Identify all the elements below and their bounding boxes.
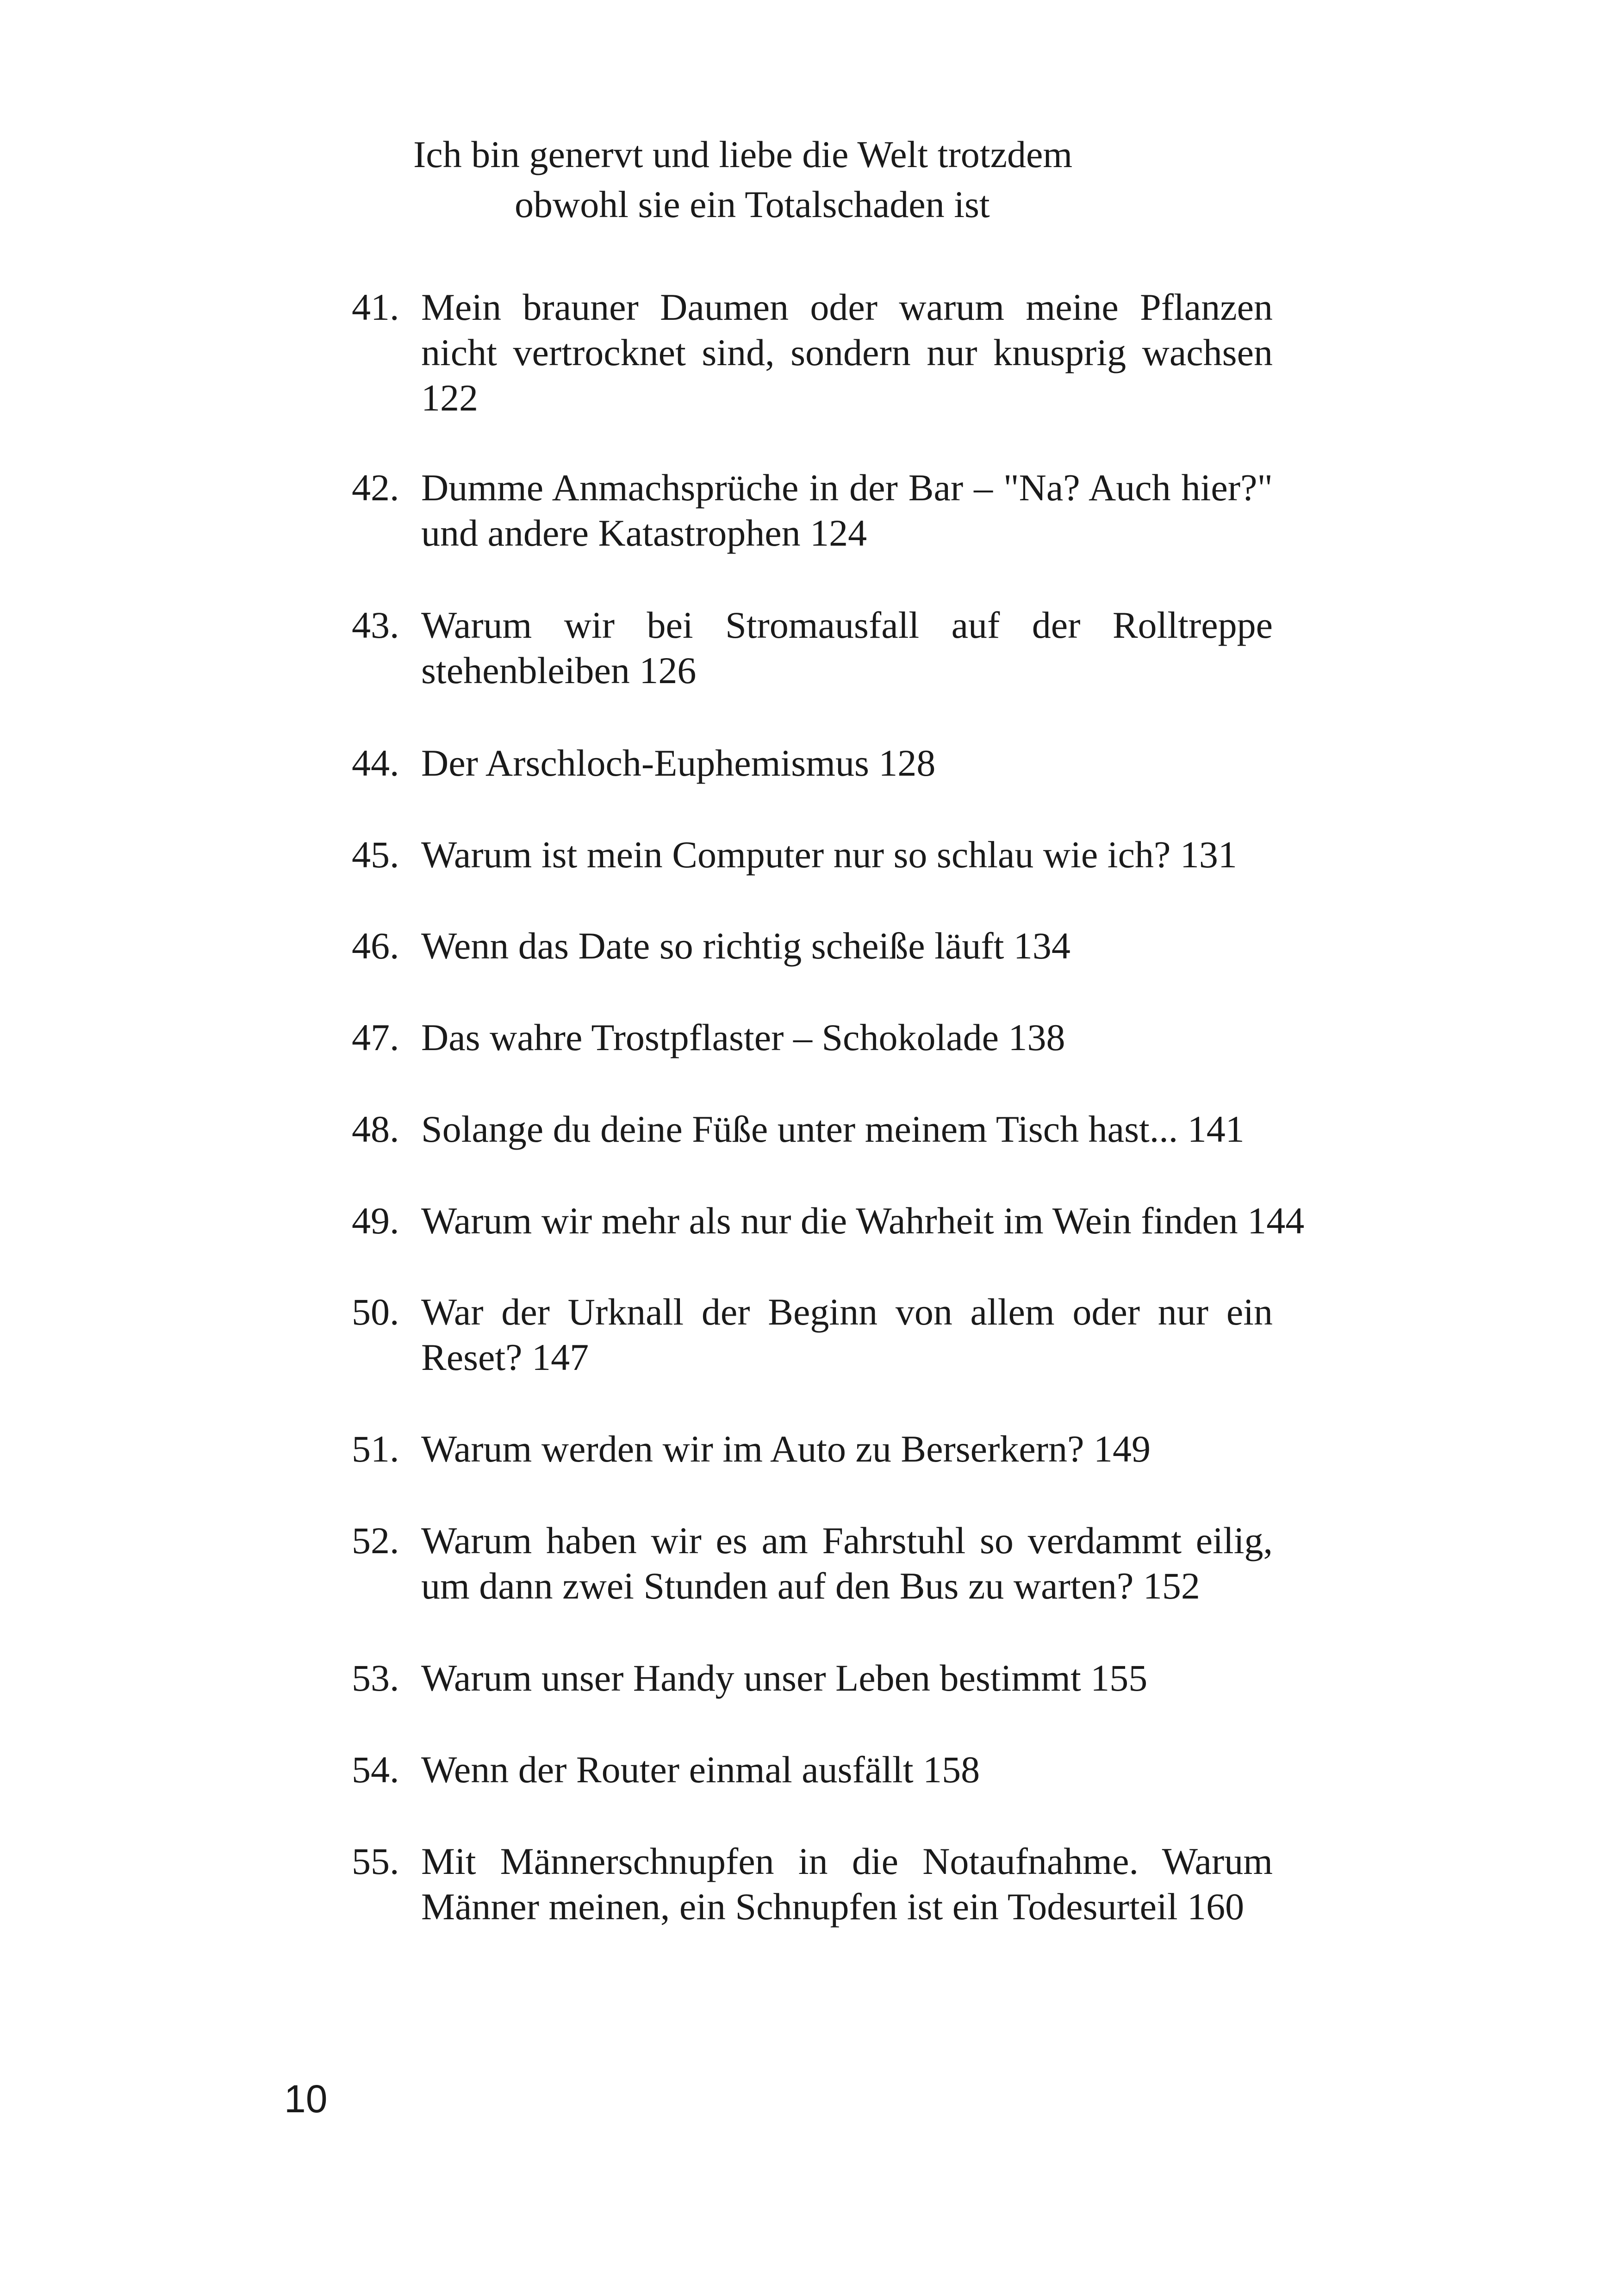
toc-entry-number: 43. — [352, 604, 399, 646]
toc-entry-number: 49. — [352, 1200, 399, 1242]
toc-entry-text: Mein brauner Daumen oder warum meine Pflanzen nicht vertrocknet sind, sondern nur knusprig wachsen 122 — [421, 286, 1273, 419]
section-title-line-2: obwohl sie ein Totalschaden ist — [515, 183, 990, 225]
toc-entry-text: Warum haben wir es am Fahrstuhl so verdammt eilig, um dann zwei Stunden auf den Bus zu warten? 152 — [421, 1519, 1273, 1607]
toc-entry-text: Solange du deine Füße unter meinem Tisch hast... 141 — [421, 1108, 1245, 1150]
toc-entry-text: Wenn der Router einmal ausfällt 158 — [421, 1748, 980, 1791]
toc-entry-number: 54. — [352, 1748, 399, 1791]
section-title-line-1: Ich bin genervt und liebe die Welt trotzdem — [413, 133, 1073, 175]
toc-entry-number: 47. — [352, 1016, 399, 1058]
toc-entry-number: 45. — [352, 834, 399, 876]
toc-entry-number: 44. — [352, 742, 399, 784]
toc-entry-text: Warum werden wir im Auto zu Berserkern? 149 — [421, 1428, 1151, 1470]
toc-entry-text: Warum wir mehr als nur die Wahrheit im Wein finden 144 — [421, 1200, 1305, 1242]
toc-entry-text: Wenn das Date so richtig scheiße läuft 134 — [421, 925, 1070, 967]
toc-entry-text: Das wahre Trostpflaster – Schokolade 138 — [421, 1016, 1065, 1058]
toc-entry-text: Warum unser Handy unser Leben bestimmt 155 — [421, 1657, 1148, 1699]
toc-entry-text: Warum ist mein Computer nur so schlau wie ich? 131 — [421, 834, 1237, 876]
toc-entry-number: 50. — [352, 1291, 399, 1333]
toc-entry-number: 51. — [352, 1428, 399, 1470]
toc-entry-text: Mit Männerschnupfen in die Notaufnahme. Warum Männer meinen, ein Schnupfen ist ein Todesurteil 160 — [421, 1840, 1273, 1928]
toc-entry-text: Warum wir bei Stromausfall auf der Rolltreppe stehenbleiben 126 — [421, 604, 1273, 691]
toc-entry-text: War der Urknall der Beginn von allem oder nur ein Reset? 147 — [421, 1291, 1273, 1378]
toc-entry-number: 41. — [352, 286, 399, 328]
toc-entry-number: 48. — [352, 1108, 399, 1150]
toc-entry-text: Dumme Anmachsprüche in der Bar – "Na? Auch hier?" und andere Katastrophen 124 — [421, 467, 1273, 554]
toc-entry-number: 42. — [352, 467, 399, 509]
toc-entry-number: 52. — [352, 1519, 399, 1562]
toc-entry-number: 55. — [352, 1840, 399, 1882]
toc-entry-number: 53. — [352, 1657, 399, 1699]
toc-entry-text: Der Arschloch-Euphemismus 128 — [421, 742, 936, 784]
page-number: 10 — [284, 2077, 328, 2121]
toc-entry-number: 46. — [352, 925, 399, 967]
